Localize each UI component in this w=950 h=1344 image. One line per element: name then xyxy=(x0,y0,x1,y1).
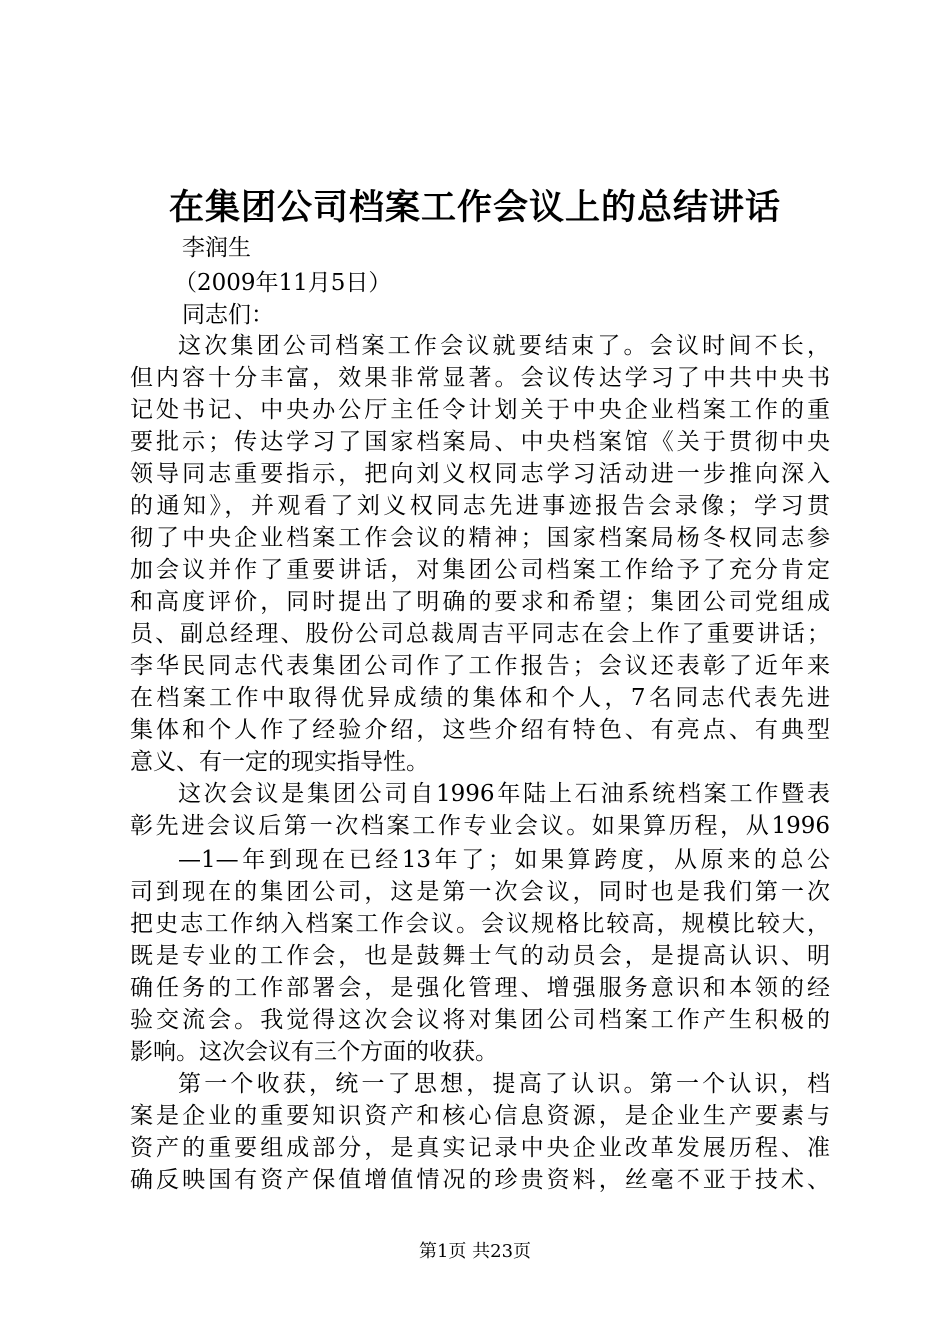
text-line: 要批示；传达学习了国家档案局、中央档案馆《关于贯彻中央 xyxy=(130,429,830,455)
text-line: 确任务的工作部署会，是强化管理、增强服务意识和本领的经 xyxy=(130,975,830,1001)
text-line: 影响。这次会议有三个方面的收获。 xyxy=(130,1039,498,1065)
text-line: 领导同志重要指示，把向刘义权同志学习活动进一步推向深入 xyxy=(130,461,830,487)
text-line: 和高度评价，同时提出了明确的要求和希望；集团公司党组成 xyxy=(130,589,830,615)
text-line: 资产的重要组成部分，是真实记录中央企业改革发展历程、准 xyxy=(130,1135,830,1161)
text-line: 加会议并作了重要讲话，对集团公司档案工作给予了充分肯定 xyxy=(130,557,830,583)
text-line: 这次会议是集团公司自1996年陆上石油系统档案工作暨表 xyxy=(178,781,830,807)
text-line: 记处书记、中央办公厅主任令计划关于中央企业档案工作的重 xyxy=(130,397,830,423)
text-line: 司到现在的集团公司，这是第一次会议，同时也是我们第一次 xyxy=(130,879,830,905)
text-line: 但内容十分丰富，效果非常显著。会议传达学习了中共中央书 xyxy=(130,365,830,391)
text-line: 验交流会。我觉得这次会议将对集团公司档案工作产生积极的 xyxy=(130,1007,830,1033)
text-line: 这次集团公司档案工作会议就要结束了。会议时间不长， xyxy=(178,333,830,359)
text-line: 李华民同志代表集团公司作了工作报告；会议还表彰了近年来 xyxy=(130,653,830,679)
text-line: 把史志工作纳入档案工作会议。会议规格比较高，规模比较大， xyxy=(130,911,830,937)
text-line: 意义、有一定的现实指导性。 xyxy=(130,749,429,775)
text-line: 集体和个人作了经验介绍，这些介绍有特色、有亮点、有典型 xyxy=(130,717,830,743)
document-title: 在集团公司档案工作会议上的总结讲话 xyxy=(168,188,781,228)
text-line: 第一个收获，统一了思想，提高了认识。第一个认识，档 xyxy=(178,1071,830,1097)
salutation: 同志们： xyxy=(182,302,274,328)
text-line: —1—年到现在已经13年了；如果算跨度，从原来的总公 xyxy=(178,847,830,873)
page-footer: 第1页 共23页 xyxy=(418,1241,532,1262)
text-line: 确反映国有资产保值增值情况的珍贵资料，丝毫不亚于技术、 xyxy=(130,1167,830,1193)
text-line: 员、副总经理、股份公司总裁周吉平同志在会上作了重要讲话； xyxy=(130,621,830,647)
text-line: 既是专业的工作会，也是鼓舞士气的动员会，是提高认识、明 xyxy=(130,943,830,969)
text-line: 的通知》，并观看了刘义权同志先进事迹报告会录像；学习贯 xyxy=(130,493,830,519)
speech-date: （2009年11月5日） xyxy=(174,270,392,296)
text-line: 彻了中央企业档案工作会议的精神；国家档案局杨冬权同志参 xyxy=(130,525,830,551)
text-line: 案是企业的重要知识资产和核心信息资源，是企业生产要素与 xyxy=(130,1103,830,1129)
paragraph-block-2 xyxy=(130,844,830,1196)
text-line: 彰先进会议后第一次档案工作专业会议。如果算历程，从1996 xyxy=(130,813,830,839)
text-line: 在档案工作中取得优异成绩的集体和个人，7名同志代表先进 xyxy=(130,685,830,711)
author-name: 李润生 xyxy=(182,235,251,261)
paragraph-block-1 xyxy=(130,330,830,842)
